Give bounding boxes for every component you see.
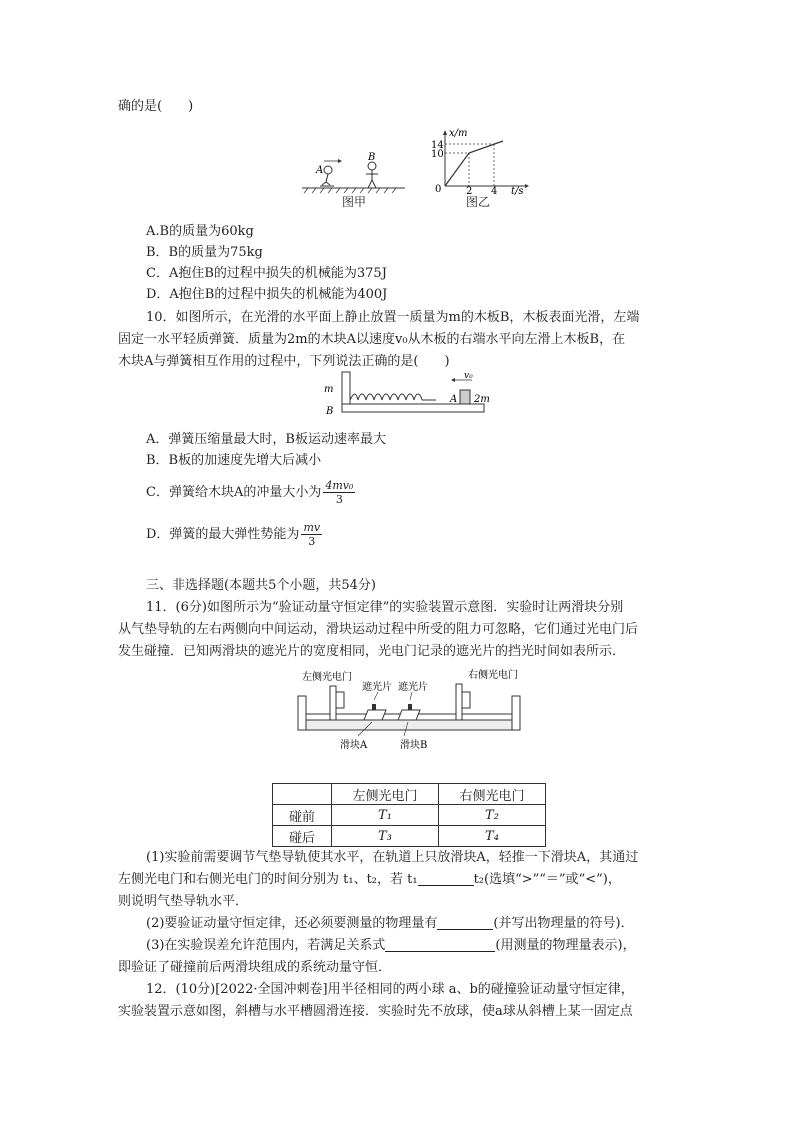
label-b: B (368, 152, 376, 163)
q10-option-c (146, 476, 355, 510)
q10-option-d-fraction (301, 521, 322, 548)
q12-line-1: 12．(10分)[2022·全国冲刺卷]用半径相同的两小球 a、b的碰撞验证动量守恒定律， (146, 982, 634, 997)
q10-line-3: 木块A与弹簧相互作用的过程中，下列说法正确的是( ) (118, 354, 450, 369)
x-tick-4: 4 (491, 186, 498, 196)
q11-part1-line2 (118, 870, 621, 890)
q11-part3-post: (用测量的物理量表示)， (495, 938, 636, 953)
section-3-heading: 三、非选择题(本题共5个小题，共54分) (146, 578, 376, 593)
v0-label: v₀ (464, 371, 473, 381)
origin-label: 0 (435, 184, 442, 195)
label-a: A (316, 165, 324, 176)
shade-label-1: 遮光片 (362, 682, 392, 693)
board-mass: m (324, 384, 334, 395)
q11-part1-line3: 则说明气垫导轨水平． (118, 894, 249, 909)
graph-line (445, 141, 503, 186)
answer-blank-2[interactable] (437, 915, 493, 930)
q11-part1-pre: 左侧光电门和右侧光电门的时间分别为 t₁、t₂，若 t₁ (118, 872, 418, 887)
q11-part3-line2: 即验证了碰撞前后两滑块组成的系统动量守恒． (118, 960, 392, 975)
q11-line-2: 从气垫导轨的左右两侧向中间运动，滑块运动过程中所受的阻力可忽略，它们通过光电门后 (118, 622, 639, 637)
q11-part2 (146, 914, 634, 934)
q10-option-b: B．B板的加速度先增大后减小 (146, 453, 322, 468)
table-cell: T₂ (439, 805, 546, 826)
q10-option-c-fraction (323, 479, 355, 506)
fraction-den: 3 (308, 535, 316, 548)
figure-jia-label: 图甲 (342, 195, 367, 209)
table-cell: T₃ (332, 826, 439, 847)
figure-yi-label: 图乙 (466, 195, 491, 209)
q10-option-c-text: C．弹簧给木块A的冲量大小为 (146, 485, 322, 500)
q10-figure (322, 370, 502, 420)
q11-part1-post: t₂(选填“>”“＝”或“<”)， (473, 872, 621, 887)
y-tick-10: 10 (431, 149, 444, 160)
q11-part1-line1: (1)实验前需要调节气垫导轨使其水平，在轨道上只放滑块A，轻推一下滑块A，其通过 (146, 850, 639, 865)
table-row (273, 826, 546, 847)
q10-line-1: 10．如图所示，在光滑的水平面上静止放置一质量为m的木板B，木板表面光滑，左端 (146, 310, 640, 325)
q10-option-d-text: D．弹簧的最大弹性势能为 (146, 527, 300, 542)
table-header-cell: 左侧光电门 (332, 784, 439, 805)
slider-b-label: 滑块B (400, 740, 428, 751)
shade-label-2: 遮光片 (398, 682, 428, 693)
q11-line-1: 11．(6分)如图所示为“验证动量守恒定律”的实验装置示意图．实验时让两滑块分别 (146, 600, 624, 615)
q11-apparatus-figure (296, 666, 528, 754)
q11-part3 (146, 936, 636, 956)
table-cell: T₄ (439, 826, 546, 847)
x-tick-2: 2 (466, 186, 473, 196)
y-axis-label: x/m (449, 128, 468, 139)
answer-blank-3[interactable] (385, 937, 495, 952)
table-cell: T₁ (332, 805, 439, 826)
fraction-num: mv (303, 521, 321, 534)
x-axis-label: t/s (511, 186, 524, 196)
table-cell: 碰前 (273, 805, 332, 826)
fraction-den: 3 (335, 493, 343, 506)
q11-line-3: 发生碰撞．已知两滑块的遮光片的宽度相同，光电门记录的遮光片的挡光时间如表所示． (118, 644, 626, 659)
table-header-row (273, 784, 546, 805)
block-a-mass: 2m (474, 394, 490, 405)
right-gate-label: 右侧光电门 (468, 670, 518, 681)
table-cell: 碰后 (273, 826, 332, 847)
q9-option-a: A.B的质量为60kg (146, 224, 254, 239)
q11-part2-post: (并写出物理量的符号)． (493, 916, 634, 931)
table-row (273, 805, 546, 826)
person-b-icon (366, 162, 378, 188)
slider-a-label: 滑块A (340, 740, 368, 751)
table-header-cell: 右侧光电门 (439, 784, 546, 805)
q10-option-a: A．弹簧压缩量最大时，B板运动速率最大 (146, 432, 386, 447)
left-gate-label: 左侧光电门 (302, 672, 352, 683)
q9-option-b: B．B的质量为75kg (146, 245, 263, 260)
answer-blank-1[interactable] (418, 871, 474, 886)
table-header-cell (273, 784, 332, 805)
intro-tail: 确的是( ) (118, 99, 194, 114)
y-tick-14: 14 (431, 140, 444, 151)
fraction-num: 4mv₀ (325, 479, 354, 492)
q10-line-2: 固定一水平轻质弹簧．质量为2m的木块A以速度v₀从木板的右端水平向左滑上木板B，在 (118, 332, 626, 347)
board-label: B (326, 406, 334, 417)
q9-option-c: C．A抱住B的过程中损失的机械能为375J (146, 266, 387, 281)
q10-option-d (146, 518, 322, 552)
timing-table (272, 783, 546, 847)
figure-yi-graph (425, 128, 540, 196)
q11-part2-pre: (2)要验证动量守恒定律，还必须要测量的物理量有 (146, 916, 438, 931)
q11-part3-pre: (3)在实验误差允许范围内，若满足关系式 (146, 938, 386, 953)
block-a-label: A (450, 394, 458, 405)
q9-option-d: D．A抱住B的过程中损失的机械能为400J (146, 287, 388, 302)
q12-line-2: 实验装置示意如图，斜槽与水平槽圆滑连接．实验时先不放球，使a球从斜槽上某一固定点 (118, 1004, 633, 1019)
